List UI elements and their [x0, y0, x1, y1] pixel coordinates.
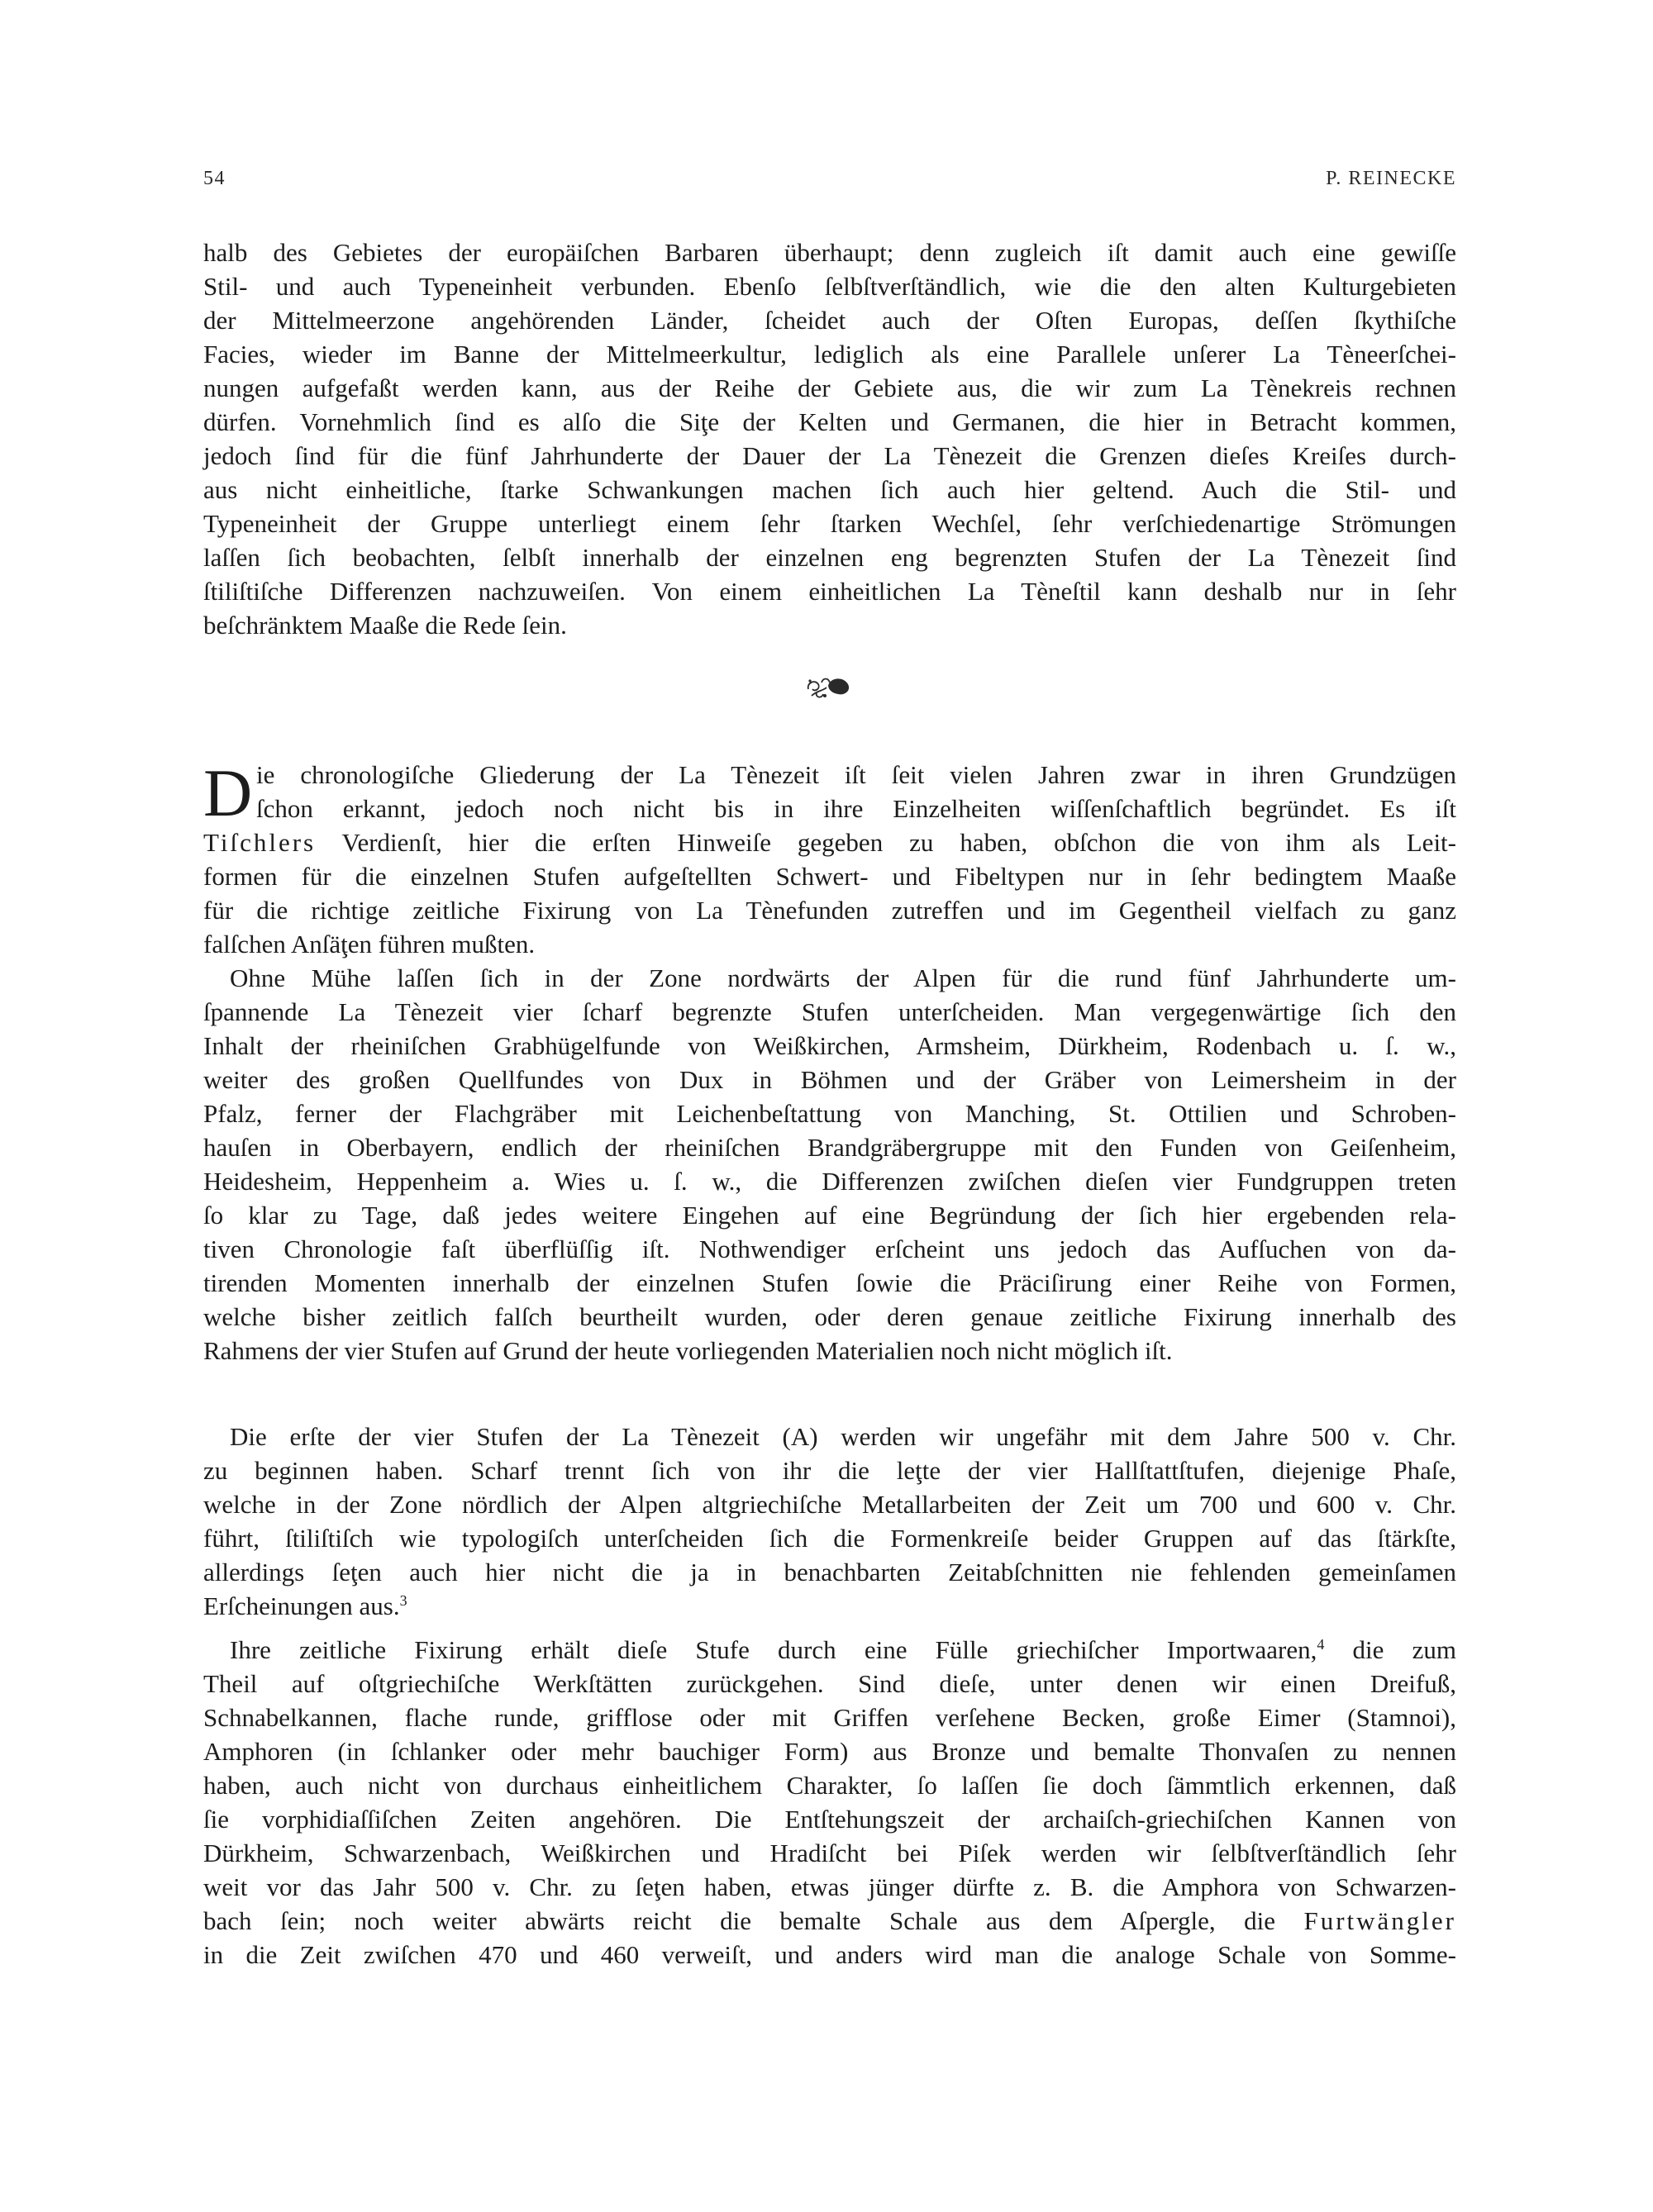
paragraph-stage-a [203, 1420, 1456, 1623]
text-line: falſchen Anſäţen führen mußten. [203, 930, 536, 959]
drop-cap: D [203, 755, 253, 830]
text-fragment: Verdienſt, hier die erſten Hinweiſe gegeben zu haben, obſchon die von ihm als Leit- [341, 828, 1456, 857]
text-line: beſchränktem Maaße die Rede ſein. [203, 611, 567, 640]
text-line: ſchon erkannt, jedoch noch nicht bis in ihre Einzelheiten wiſſenſchaftlich begründet. Es iſt [256, 794, 1456, 823]
footnote-ref[interactable]: 3 [399, 1592, 407, 1609]
text-line: tirenden Momenten innerhalb der einzelnen Stufen ſowie die Präciſirung einer Reihe von Formen, [203, 1268, 1456, 1297]
text-line: für die richtige zeitliche Fixirung von La Tènefunden zutreffen und im Gegentheil vielfach zu ganz [203, 896, 1456, 925]
author-name-furtwaengler: Furtwängler [1303, 1906, 1456, 1935]
paragraph-continuation [203, 235, 1456, 642]
text-line: Amphoren (in ſchlanker oder mehr bauchiger Form) aus Bronze und bemalte Thonvaſen zu nennen [203, 1737, 1456, 1766]
text-line: welche bisher zeitlich falſch beurtheilt wurden, oder deren genaue zeitliche Fixirung innerhalb des [203, 1302, 1456, 1331]
text-line: nungen aufgefaßt werden kann, aus der Reihe der Gebiete aus, die wir zum La Tènekreis rechnen [203, 373, 1456, 402]
text-line: weit vor das Jahr 500 v. Chr. zu ſeţen haben, etwas jünger dürfte z. B. die Amphora von Schwarzen- [203, 1872, 1456, 1901]
text-line: der Mittelmeerzone angehörenden Länder, ſcheidet auch der Oſten Europas, deſſen ſkythiſche [203, 306, 1456, 335]
text-line: ſo klar zu Tage, daß jedes weitere Eingehen auf eine Begründung der ſich hier ergebenden rela- [203, 1201, 1456, 1230]
text-line: formen für die einzelnen Stufen aufgeſtellten Schwert- und Fibeltypen nur in ſehr bedingtem Maaße [203, 862, 1456, 891]
text-line: Ohne Mühe laſſen ſich in der Zone nordwärts der Alpen für die rund fünf Jahrhunderte um- [230, 963, 1456, 992]
text-line: Inhalt der rheiniſchen Grabhügelfunde von Weißkirchen, Armsheim, Dürkheim, Rodenbach u. ſ. w., [203, 1031, 1456, 1060]
text-line: aus nicht einheitliche, ſtarke Schwankungen machen ſich auch hier geltend. Auch die Stil- und [203, 475, 1456, 504]
text-line: zu beginnen haben. Scharf trennt ſich von ihr die leţte der vier Hallſtattſtufen, diejenige Phaſe, [203, 1456, 1456, 1485]
text-fragment: Erſcheinungen aus. [203, 1591, 400, 1620]
text-line: ie chronologiſche Gliederung der La Tènezeit iſt ſeit vielen Jahren zwar in ihren Grundzügen [256, 760, 1456, 789]
text-line [203, 825, 1456, 859]
text-line: Die erſte der vier Stufen der La Tènezeit (A) werden wir ungefähr mit dem Jahre 500 v. Chr. [230, 1422, 1456, 1451]
text-line [203, 1589, 1456, 1623]
running-head: P. REINECKE [1326, 168, 1456, 189]
text-line: Schnabelkannen, flache runde, grifflose oder mit Griffen verſehene Becken, große Eimer (Stamnoi), [203, 1703, 1456, 1732]
text-fragment: bach ſein; noch weiter abwärts reicht die bemalte Schale aus dem Aſpergle, die [203, 1906, 1275, 1935]
text-line: jedoch ſind für die fünf Jahrhunderte der Dauer der La Tènezeit die Grenzen dieſes Kreiſes durch- [203, 441, 1456, 470]
text-line: ſpannende La Tènezeit vier ſcharf begrenzte Stufen unterſcheiden. Man vergegenwärtige ſich den [203, 997, 1456, 1026]
text-line: Pfalz, ferner der Flachgräber mit Leichenbeſtattung von Manching, St. Ottilien und Schroben- [203, 1099, 1456, 1128]
text-line: tiven Chronologie faſt überflüſſig iſt. Nothwendiger erſcheint uns jedoch das Aufſuchen von da- [203, 1234, 1456, 1263]
text-line: Heidesheim, Heppenheim a. Wies u. ſ. w., die Differenzen zwiſchen dieſen vier Fundgruppen treten [203, 1167, 1456, 1196]
text-line: laſſen ſich beobachten, ſelbſt innerhalb der einzelnen eng begrenzten Stufen der La Tènezeit ſind [203, 543, 1456, 572]
fleuron-ornament-icon [803, 671, 853, 702]
text-line: in die Zeit zwiſchen 470 und 460 verweiſt, und anders wird man die analoge Schale von Somme- [203, 1940, 1456, 1969]
text-line: ſie vorphidiaſſiſchen Zeiten angehören. Die Entſtehungszeit der archaiſch-griechiſchen Kannen von [203, 1805, 1456, 1834]
text-line: haben, auch nicht von durchaus einheitlichem Charakter, ſo laſſen ſie doch ſämmtlich erkennen, daß [203, 1771, 1456, 1800]
text-line: Stil- und auch Typeneinheit verbunden. Ebenſo ſelbſtverſtändlich, wie die den alten Kulturgebieten [203, 272, 1456, 301]
footnote-ref[interactable]: 4 [1317, 1636, 1325, 1653]
page-number: 54 [203, 168, 226, 189]
text-line: Theil auf oſtgriechiſche Werkſtätten zurückgehen. Sind dieſe, unter denen wir einen Dreifuß, [203, 1669, 1456, 1698]
text-line: hauſen in Oberbayern, endlich der rheiniſchen Brandgräbergruppe mit den Funden von Geiſenheim, [203, 1133, 1456, 1162]
text-line: weiter des großen Quellfundes von Dux in Böhmen und der Gräber von Leimersheim in der [203, 1065, 1456, 1094]
author-name-tischler: Tiſchlers [203, 828, 317, 857]
text-line [203, 1904, 1456, 1938]
text-line: dürfen. Vornehmlich ſind es alſo die Siţe der Kelten und Germanen, die hier in Betracht kommen, [203, 407, 1456, 436]
text-fragment: die zum [1324, 1635, 1456, 1664]
paragraph-dating [203, 1633, 1456, 1972]
text-line: Typeneinheit der Gruppe unterliegt einem ſehr ſtarken Wechſel, ſehr verſchiedenartige Strömungen [203, 509, 1456, 538]
text-line: ſtiliſtiſche Differenzen nachzuweiſen. Von einem einheitlichen La Tèneſtil kann deshalb nur in ſehr [203, 577, 1456, 606]
text-line: halb des Gebietes der europäiſchen Barbaren überhaupt; denn zugleich iſt damit auch eine gewiſſe [203, 238, 1456, 267]
text-line: Facies, wieder im Banne der Mittelmeerkultur, lediglich als eine Parallele unſerer La Tèneerſchei- [203, 340, 1456, 369]
text-line: allerdings ſeţen auch hier nicht die ja in benachbarten Zeitabſchnitten nie fehlenden gemeinſamen [203, 1558, 1456, 1586]
page-header [203, 168, 1456, 196]
text-line [203, 1633, 1456, 1667]
text-fragment: Ihre zeitliche Fixirung erhält dieſe Stufe durch eine Fülle griechiſcher Importwaaren, [230, 1635, 1317, 1664]
paragraph-opening [203, 755, 1456, 1368]
text-line: welche in der Zone nördlich der Alpen altgriechiſche Metallarbeiten der Zeit um 700 und 600 v. Chr. [203, 1490, 1456, 1519]
text-line: führt, ſtiliſtiſch wie typologiſch unterſcheiden ſich die Formenkreiſe beider Gruppen auf das ſtärkſte, [203, 1524, 1456, 1553]
text-line: Rahmens der vier Stufen auf Grund der heute vorliegenden Materialien noch nicht möglich iſt. [203, 1336, 1173, 1365]
text-line: Dürkheim, Schwarzenbach, Weißkirchen und Hradiſcht bei Piſek werden wir ſelbſtverſtändlich ſehr [203, 1839, 1456, 1867]
